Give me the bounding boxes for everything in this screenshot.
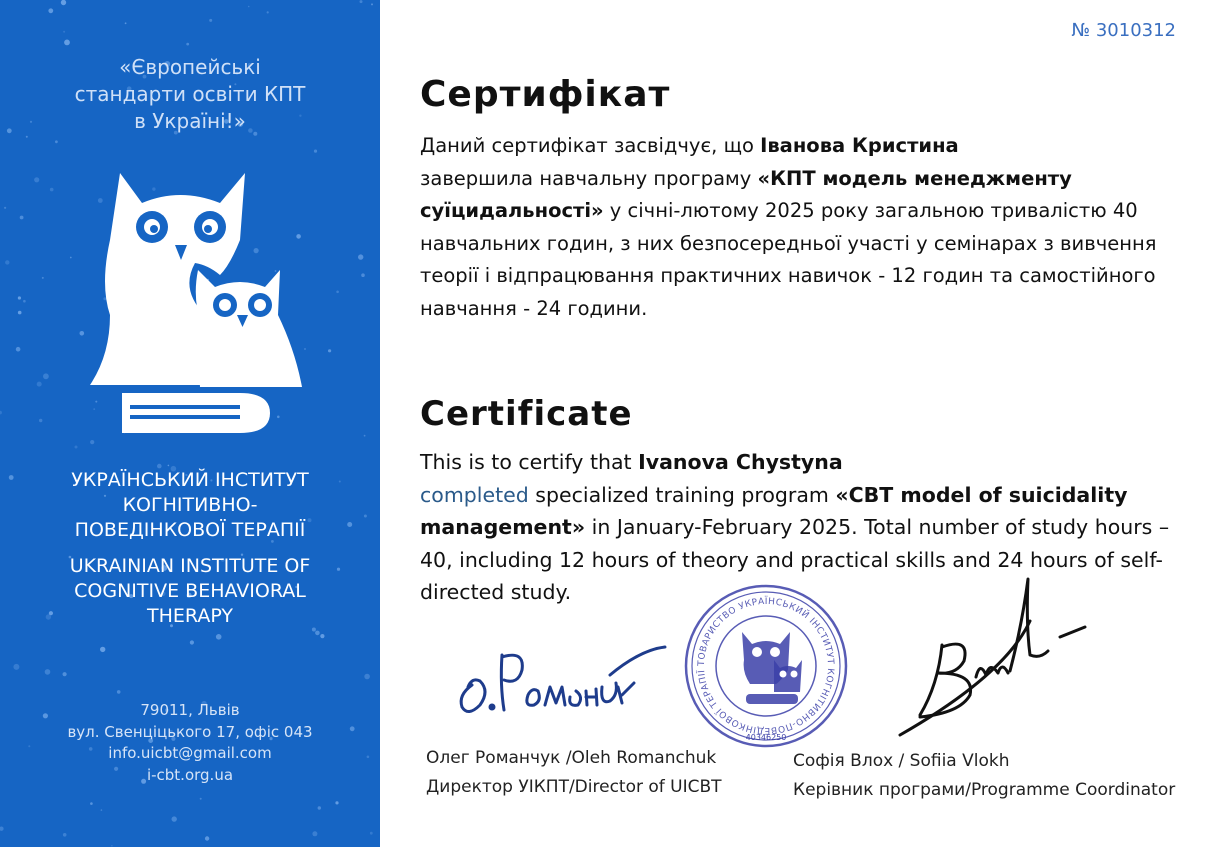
recipient-name: Ivanova Chystyna xyxy=(638,450,843,474)
seal-text: ТОВАРИСТВО УКРАЇНСЬКИЙ ІНСТИТУТ КОГНІТИВНО-ПОВЕДІНКОВОЇ ТЕРАПІЇ xyxy=(696,596,836,736)
director-signature-block xyxy=(426,744,722,802)
seal-code: 40346250 xyxy=(745,733,787,742)
signer-role: Керівник програми/Programme Coordinator xyxy=(793,780,1176,800)
slogan xyxy=(0,54,380,135)
institute-line: THERAPY xyxy=(147,605,233,627)
institute-line: КОГНІТИВНО- xyxy=(122,494,258,516)
institute-line: УКРАЇНСЬКИЙ ІНСТИТУТ xyxy=(71,469,309,491)
certificate-number: № 3010312 xyxy=(1071,20,1176,41)
certificate-title-ukrainian: Сертифікат xyxy=(420,74,671,115)
program-name: «CBT model of suicidality management» xyxy=(420,482,1128,539)
signer-name: Софія Влох / Sofiia Vlokh xyxy=(793,751,1010,771)
signer-role: Директор УІКПТ/Director of UICBT xyxy=(426,777,722,797)
institute-name-ukrainian xyxy=(0,468,380,543)
website-line: i-cbt.org.ua xyxy=(146,765,234,784)
institute-line: COGNITIVE BEHAVIORAL xyxy=(74,580,306,602)
owl-logo-icon xyxy=(80,165,310,445)
body-text: Даний сертифікат засвідчує, що xyxy=(420,134,761,157)
institute-line: UKRAINIAN INSTITUTE OF xyxy=(69,555,311,577)
program-name: «КПТ модель менеджменту суїцидальності» xyxy=(420,166,1072,222)
institute-name-english xyxy=(0,554,380,629)
slogan-line: в Україні!» xyxy=(134,109,246,133)
signer-name: Олег Романчук /Oleh Romanchuk xyxy=(426,748,717,768)
sidebar-panel xyxy=(0,0,380,847)
official-seal xyxy=(680,580,852,752)
certificate-body-ukrainian xyxy=(420,130,1180,325)
contact-address xyxy=(0,700,380,786)
body-text: in January-February 2025. Total number of study hours – 40, including 12 hours of theory and practical skills and 24 hours of self- directed study. xyxy=(420,515,1170,604)
director-signature xyxy=(450,625,680,725)
institute-line: ПОВЕДІНКОВОЇ ТЕРАПІЇ xyxy=(74,519,306,541)
body-text: у січні-лютому 2025 року загальною тривалістю 40 навчальних годин, з них безпосередньої участі у семінарах з вивчення теорії і відпрацювання практичних навичок - 12 годин та самостійного навчання - 24 години. xyxy=(420,199,1157,320)
coordinator-signature-block xyxy=(793,747,1175,805)
address-line: вул. Свенціцького 17, офіс 043 xyxy=(67,722,313,741)
email-line: info.uicbt@gmail.com xyxy=(108,744,272,762)
address-line: 79011, Львів xyxy=(140,701,240,719)
body-text: specialized training program xyxy=(528,482,836,507)
body-text: завершила навчальну програму xyxy=(420,166,758,190)
coordinator-signature xyxy=(880,565,1090,750)
slogan-line: «Європейські xyxy=(119,55,261,79)
recipient-name: Іванова Кристина xyxy=(760,134,959,157)
certificate-title-english: Certificate xyxy=(420,394,633,434)
slogan-line: стандарти освіти КПТ xyxy=(74,82,306,106)
body-text: This is to certify that xyxy=(420,450,639,474)
body-text: completed xyxy=(420,482,529,507)
